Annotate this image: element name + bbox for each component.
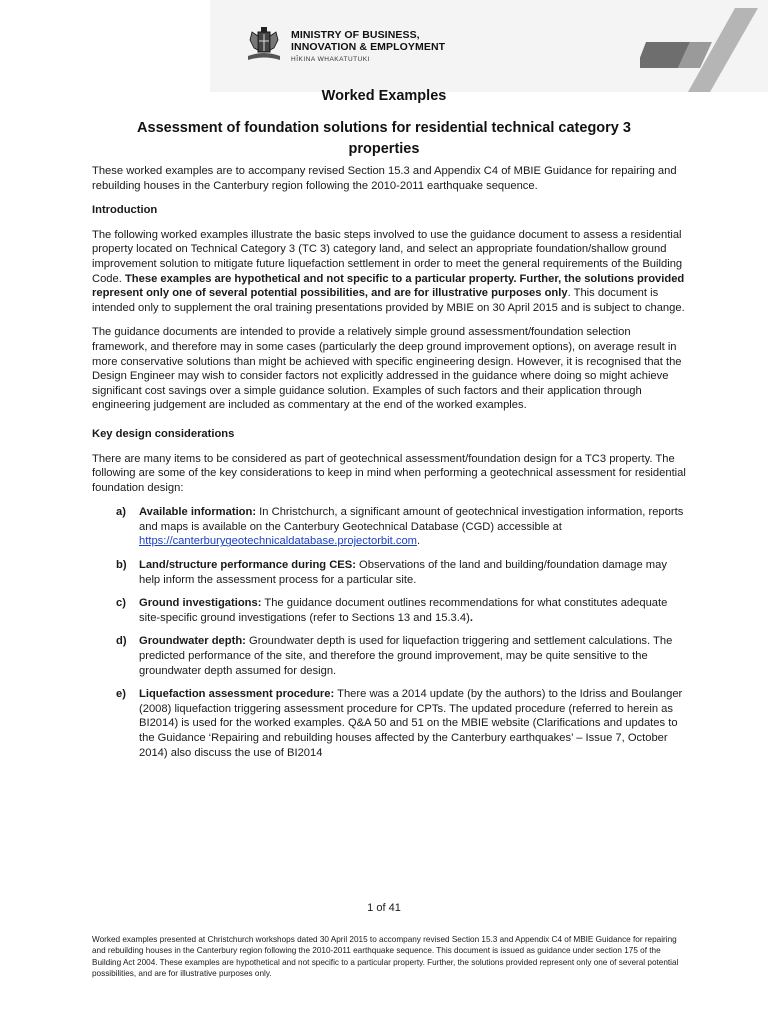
intro-paragraph: These worked examples are to accompany revised Section 15.3 and Appendix C4 of MBIE Guidance for repairing and rebuilding houses in the Canterbury region following the 2010-2011 earthquake sequence. <box>92 165 677 192</box>
list-item <box>92 505 686 549</box>
list-item <box>92 596 686 625</box>
item-label: Land/structure performance during CES: <box>139 559 356 572</box>
item-label: Available information: <box>139 506 257 519</box>
item-text: In Christchurch, a significant amount of geotechnical investigation information, reports and maps is available on the Canterbury Geotechnical Database (CGD) accessible at <box>139 506 684 533</box>
list-marker: b) <box>116 559 127 572</box>
list-marker: d) <box>116 635 127 648</box>
item-text: The guidance document outlines recommendations for what constitutes adequate site-specific ground investigations (refer to Sections 13 and 15.3.4) <box>139 597 668 624</box>
item-label: Ground investigations: <box>139 597 262 610</box>
footer-note: Worked examples presented at Christchurch workshops dated 30 April 2015 to accompany revised Section 15.3 and Appendix C4 of MBIE Guidance for repairing and rebuilding houses in the Canterbury region following the 2010-2011 earthquake sequence. This document is issued as guidance under section 175 of the Building Act 2004. These examples are hypothetical and not specific to a particular property. Further, the solutions provided represent only one of several potential possibilities, and are for illustrative purposes only. <box>92 935 679 979</box>
list-marker: e) <box>116 688 126 701</box>
brand-chevron-icon <box>640 6 760 92</box>
list-marker: c) <box>116 597 126 610</box>
list-item <box>92 687 686 760</box>
considerations-list <box>92 505 686 760</box>
page-title: Worked Examples <box>321 88 447 104</box>
document-body <box>92 164 686 769</box>
item-label: Groundwater depth: <box>139 635 246 648</box>
list-item <box>92 634 686 678</box>
key-design-heading: Key design considerations <box>92 427 235 440</box>
introduction-text-end: . This document is intended only to supplement the oral training presentations provided by MBIE on 30 April 2015 and is subject to change. <box>92 287 685 314</box>
list-marker: a) <box>116 506 126 519</box>
item-text-end: . <box>469 611 473 624</box>
ministry-line-1: MINISTRY OF BUSINESS, <box>291 29 420 41</box>
page-number: 1 of 41 <box>367 902 401 914</box>
item-text: Groundwater depth is used for liquefaction triggering and settlement calculations. The predicted performance of the site, and therefore the ground improvement, may be quite sensitive to the groundwater depth assumed for design. <box>139 635 673 677</box>
introduction-paragraph-2: The guidance documents are intended to provide a relatively simple ground assessment/foundation selection framework, and therefore may in some cases (particularly the deep ground improvement options), on average result in more conservative solutions than might be achieved with specific engineering design. However, it is recognised that the Design Engineer may wish to consider factors not explicitly addressed in the guidance where doing so might achieve significant cost savings over a simple guidance solution. Examples of such factors and their application through engineering judgement are included as commentary at the end of the worked examples. <box>92 326 682 412</box>
ministry-name <box>291 29 445 66</box>
ministry-line-3: HĪKINA WHAKATUTUKI <box>291 56 370 63</box>
page-subtitle: Assessment of foundation solutions for residential technical category 3 properties <box>137 120 631 157</box>
item-text: Observations of the land and building/foundation damage may help inform the assessment process for a particular site. <box>139 559 667 586</box>
introduction-paragraph-1 <box>92 228 686 316</box>
key-design-intro: There are many items to be considered as part of geotechnical assessment/foundation design for a TC3 property. The following are some of the key considerations to keep in mind when performing a geotechnical assessment for residential foundation design: <box>92 452 686 494</box>
coat-of-arms-icon <box>244 26 284 64</box>
introduction-disclaimer: These examples are hypothetical and not specific to a particular property. Further, the solutions provided represent only one of several potential possibilities, and are for illustrative purposes only <box>92 272 685 300</box>
introduction-text: The following worked examples illustrate the basic steps involved to use the guidance document to assess a residential property located on Technical Category 3 (TC 3) category land, and select an appropriate foundation/shallow ground improvement solution to mitigate future liquefaction settlement in order to meet the general requirements of the Building Code. <box>92 228 683 285</box>
item-text: There was a 2014 update (by the authors) to the Idriss and Boulanger (2008) liquefaction triggering assessment procedure for CPTs. The updated procedure (referred to herein as BI2014) is used for the worked examples. Q&A 50 and 51 on the MBIE website (Clarifications and updates to the Guidance ‘Repairing and rebuilding houses affected by the Canterbury earthquakes’ – Issue 7, October 2014) also discuss the use of BI2014 <box>139 688 683 759</box>
item-text-end: . <box>416 535 421 548</box>
item-label: Liquefaction assessment procedure: <box>139 688 335 701</box>
ministry-line-2: INNOVATION & EMPLOYMENT <box>291 41 446 53</box>
list-item <box>92 558 686 587</box>
cgd-link[interactable]: https://canterburygeotechnicaldatabase.projectorbit.com <box>139 535 417 548</box>
introduction-heading: Introduction <box>92 204 158 217</box>
